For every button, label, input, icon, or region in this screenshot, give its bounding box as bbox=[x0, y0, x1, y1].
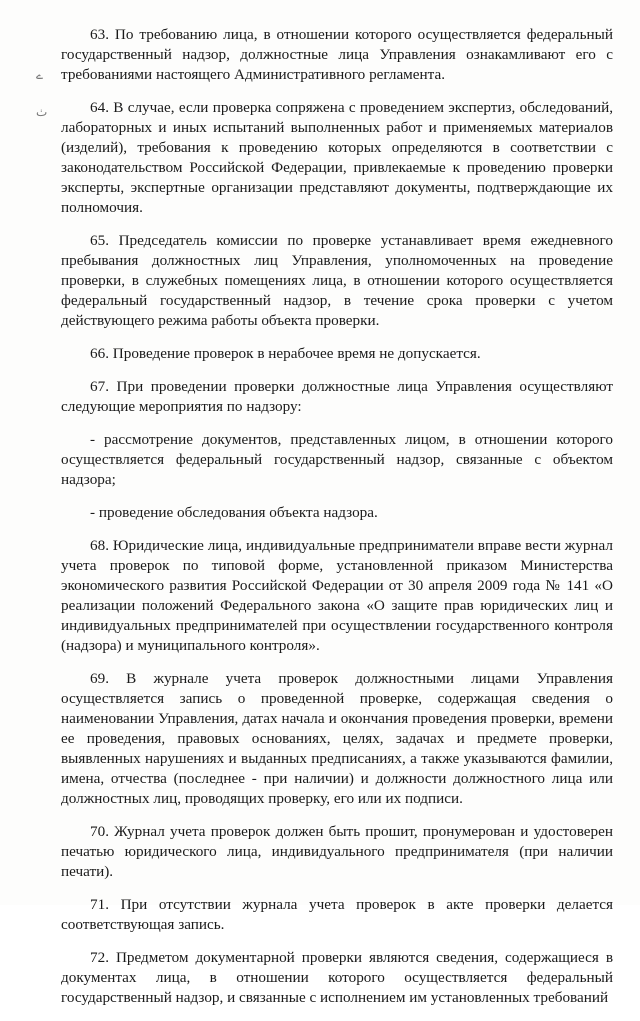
paragraph-number: 68. bbox=[90, 537, 109, 554]
paragraph-text: Журнал учета проверок должен быть прошит, пронумерован и удостоверен печатью юридического лица, индивидуального предпринимателя (при наличии печати). bbox=[61, 823, 613, 880]
paragraph-68 bbox=[61, 536, 613, 656]
paragraph-number: 71. bbox=[90, 896, 109, 913]
paragraph-66 bbox=[61, 344, 613, 364]
paragraph-text: Предметом документарной проверки являются сведения, содержащиеся в документах лица, в отношении которого осуществляется федеральный государственный надзор, и связанные с исполнением им установленных требований bbox=[61, 949, 613, 1006]
paragraph-text: При отсутствии журнала учета проверок в акте проверки делается соответствующая запись. bbox=[61, 896, 613, 933]
bullet-text: - проведение обследования объекта надзора. bbox=[90, 504, 378, 521]
paragraph-number: 72. bbox=[90, 949, 109, 966]
paragraph-number: 70. bbox=[90, 823, 109, 840]
paragraph-number: 66. bbox=[90, 345, 109, 362]
margin-mark-2: ٺ bbox=[36, 105, 48, 119]
paragraph-67 bbox=[61, 377, 613, 417]
paragraph-text: Проведение проверок в нерабочее время не допускается. bbox=[112, 345, 481, 362]
paragraph-text: Председатель комиссии по проверке устанавливает время ежедневного пребывания должностных лиц Управления, уполномоченных на проведение проверки, в служебных помещениях лица, в отношении которого осуществляется федеральный государственный надзор, в течение срока проверки с учетом действующего режима работы объекта проверки. bbox=[61, 232, 613, 329]
paragraph-70 bbox=[61, 822, 613, 882]
bullet-text: - рассмотрение документов, представленных лицом, в отношении которого осуществляется федеральный государственный надзор, связанные с объектом надзора; bbox=[61, 431, 613, 488]
document-body bbox=[61, 25, 613, 1021]
paragraph-number: 67. bbox=[90, 378, 109, 395]
paragraph-text: При проведении проверки должностные лица Управления осуществляют следующие мероприятия по надзору: bbox=[61, 378, 613, 415]
paragraph-text: В случае, если проверка сопряжена с проведением экспертиз, обследований, лабораторных и иных испытаний выполненных работ и применяемых материалов (изделий), требования к проведению которых определяются в соответствии с законодательством Российской Федерации, привлекаемые к проведению проверки эксперты, экспертные организации представляют документы, подтверждающие их полномочия. bbox=[61, 99, 614, 216]
paragraph-text: По требованию лица, в отношении которого осуществляется федеральный государственный надзор, должностные лица Управления ознакамливают его с требованиями настоящего Административного регламента. bbox=[61, 26, 613, 83]
list-item bbox=[61, 503, 613, 523]
paragraph-number: 65. bbox=[90, 232, 109, 249]
paragraph-69 bbox=[61, 669, 613, 809]
paragraph-number: 64. bbox=[90, 99, 109, 116]
paragraph-72 bbox=[61, 948, 613, 1008]
paragraph-text: В журнале учета проверок должностными лицами Управления осуществляется запись о проведенной проверке, содержащая сведения о наименовании Управления, датах начала и окончания проведения проверки, времени ее проведения, правовых основаниях, целях, задачах и предмете проверки, выявленных нарушениях и выданных предписаниях, а также указываются фамилии, имена, отчества (последнее - при наличии) и должности должностного лица или должностных лиц, проводящих проверку, его или их подписи. bbox=[61, 670, 614, 807]
paragraph-63 bbox=[61, 25, 613, 85]
list-item bbox=[61, 430, 613, 490]
paragraph-64 bbox=[61, 98, 613, 218]
paragraph-number: 63. bbox=[90, 26, 109, 43]
paragraph-71 bbox=[61, 895, 613, 935]
paragraph-text: Юридические лица, индивидуальные предприниматели вправе вести журнал учета проверок по типовой форме, установленной приказом Министерства экономического развития Российской Федерации от 30 апреля 2009 года № 141 «О реализации положений Федерального закона «О защите прав юридических лиц и индивидуальных предпринимателей при осуществлении государственного контроля (надзора) и муниципального контроля». bbox=[61, 537, 614, 654]
paragraph-number: 69. bbox=[90, 670, 109, 687]
paragraph-65 bbox=[61, 231, 613, 331]
margin-mark-1: ے bbox=[36, 68, 44, 82]
